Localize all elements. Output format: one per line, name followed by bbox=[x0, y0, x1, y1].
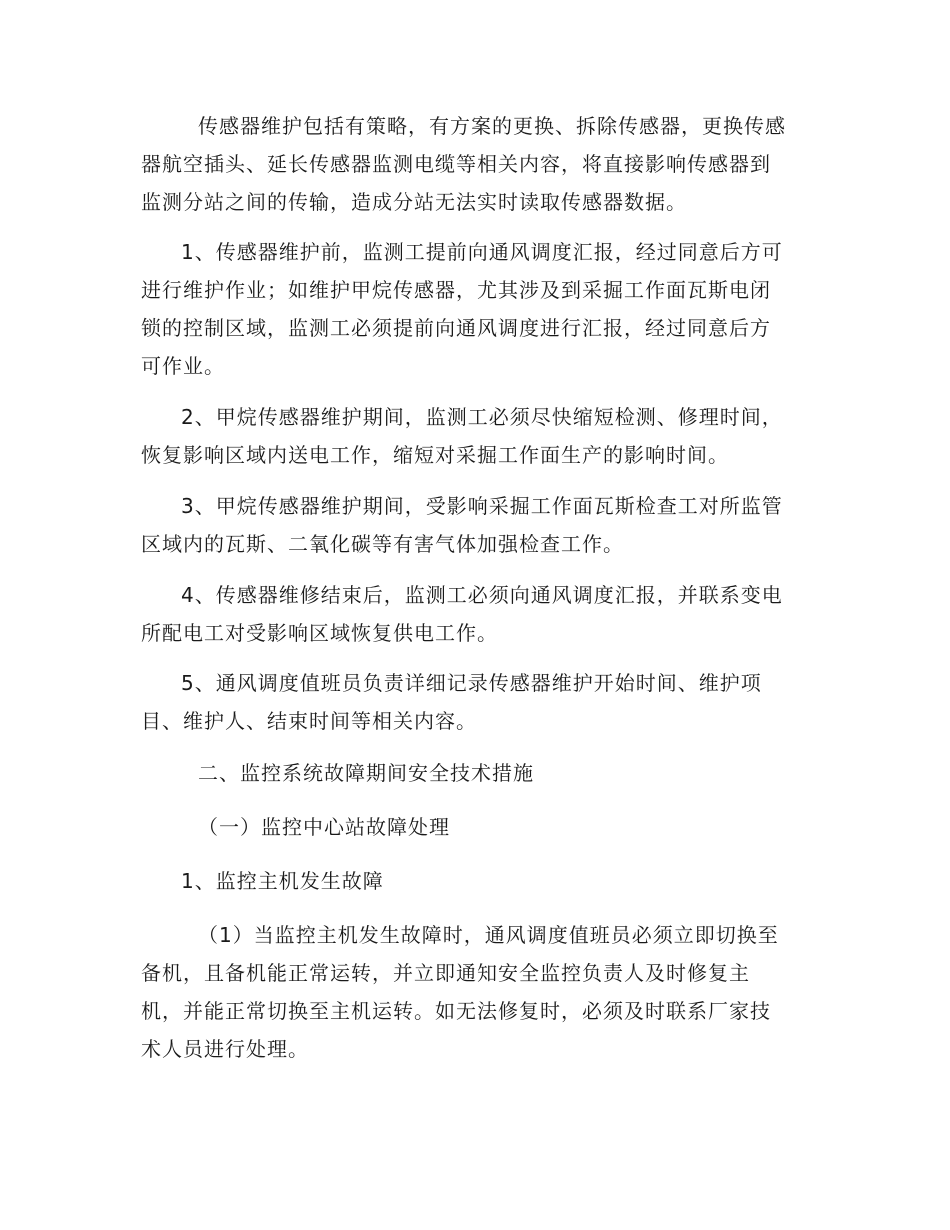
paragraph-item-3 bbox=[141, 487, 811, 563]
text-line: 器航空插头、延长传感器监测电缆等相关内容，将直接影响传感器到 bbox=[141, 152, 771, 176]
paragraph-sensor-maintenance-intro bbox=[141, 107, 811, 221]
text-line: 4、传感器维修结束后，监测工必须向通风调度汇报，并联系变电 bbox=[181, 583, 783, 607]
section-heading-monitoring-failure bbox=[141, 754, 811, 792]
text-line: 可作业。 bbox=[141, 354, 225, 378]
text-line: 所配电工对受影响区域恢复供电工作。 bbox=[141, 621, 498, 645]
text-line: 术人员进行处理。 bbox=[141, 1037, 309, 1061]
item-heading-host-failure bbox=[141, 862, 811, 900]
paragraph-item-4 bbox=[141, 576, 811, 652]
subsection-heading-center-station bbox=[141, 808, 811, 846]
text-line: 传感器维护包括有策略，有方案的更换、拆除传感器，更换传感 bbox=[198, 114, 786, 138]
text-line: 进行维护作业；如维护甲烷传感器，尤其涉及到采掘工作面瓦斯电闭 bbox=[141, 278, 771, 302]
text-line: （1）当监控主机发生故障时，通风调度值班员必须立即切换至 bbox=[198, 923, 779, 947]
text-line: 区域内的瓦斯、二氧化碳等有害气体加强检查工作。 bbox=[141, 532, 624, 556]
heading-text: 二、监控系统故障期间安全技术措施 bbox=[198, 761, 534, 785]
text-line: 备机，且备机能正常运转，并立即通知安全监控负责人及时修复主 bbox=[141, 961, 750, 985]
text-line: 1、传感器维护前，监测工提前向通风调度汇报，经过同意后方可 bbox=[181, 240, 783, 264]
text-line: 恢复影响区域内送电工作，缩短对采掘工作面生产的影响时间。 bbox=[141, 443, 729, 467]
paragraph-item-2 bbox=[141, 398, 811, 474]
text-line: 2、甲烷传感器维护期间，监测工必须尽快缩短检测、修理时间， bbox=[181, 405, 783, 429]
paragraph-item-5 bbox=[141, 664, 811, 740]
heading-text: 1、监控主机发生故障 bbox=[181, 869, 384, 893]
text-line: 5、通风调度值班员负责详细记录传感器维护开始时间、维护项 bbox=[181, 671, 762, 695]
text-line: 锁的控制区域，监测工必须提前向通风调度进行汇报，经过同意后方 bbox=[141, 316, 771, 340]
text-line: 机，并能正常切换至主机运转。如无法修复时，必须及时联系厂家技 bbox=[141, 999, 771, 1023]
paragraph-host-failure-1 bbox=[141, 916, 811, 1068]
text-line: 监测分站之间的传输，造成分站无法实时读取传感器数据。 bbox=[141, 190, 687, 214]
paragraph-item-1 bbox=[141, 233, 811, 385]
text-line: 目、维护人、结束时间等相关内容。 bbox=[141, 709, 477, 733]
heading-text: （一）监控中心站故障处理 bbox=[198, 815, 450, 839]
text-line: 3、甲烷传感器维护期间，受影响采掘工作面瓦斯检查工对所监管 bbox=[181, 494, 783, 518]
